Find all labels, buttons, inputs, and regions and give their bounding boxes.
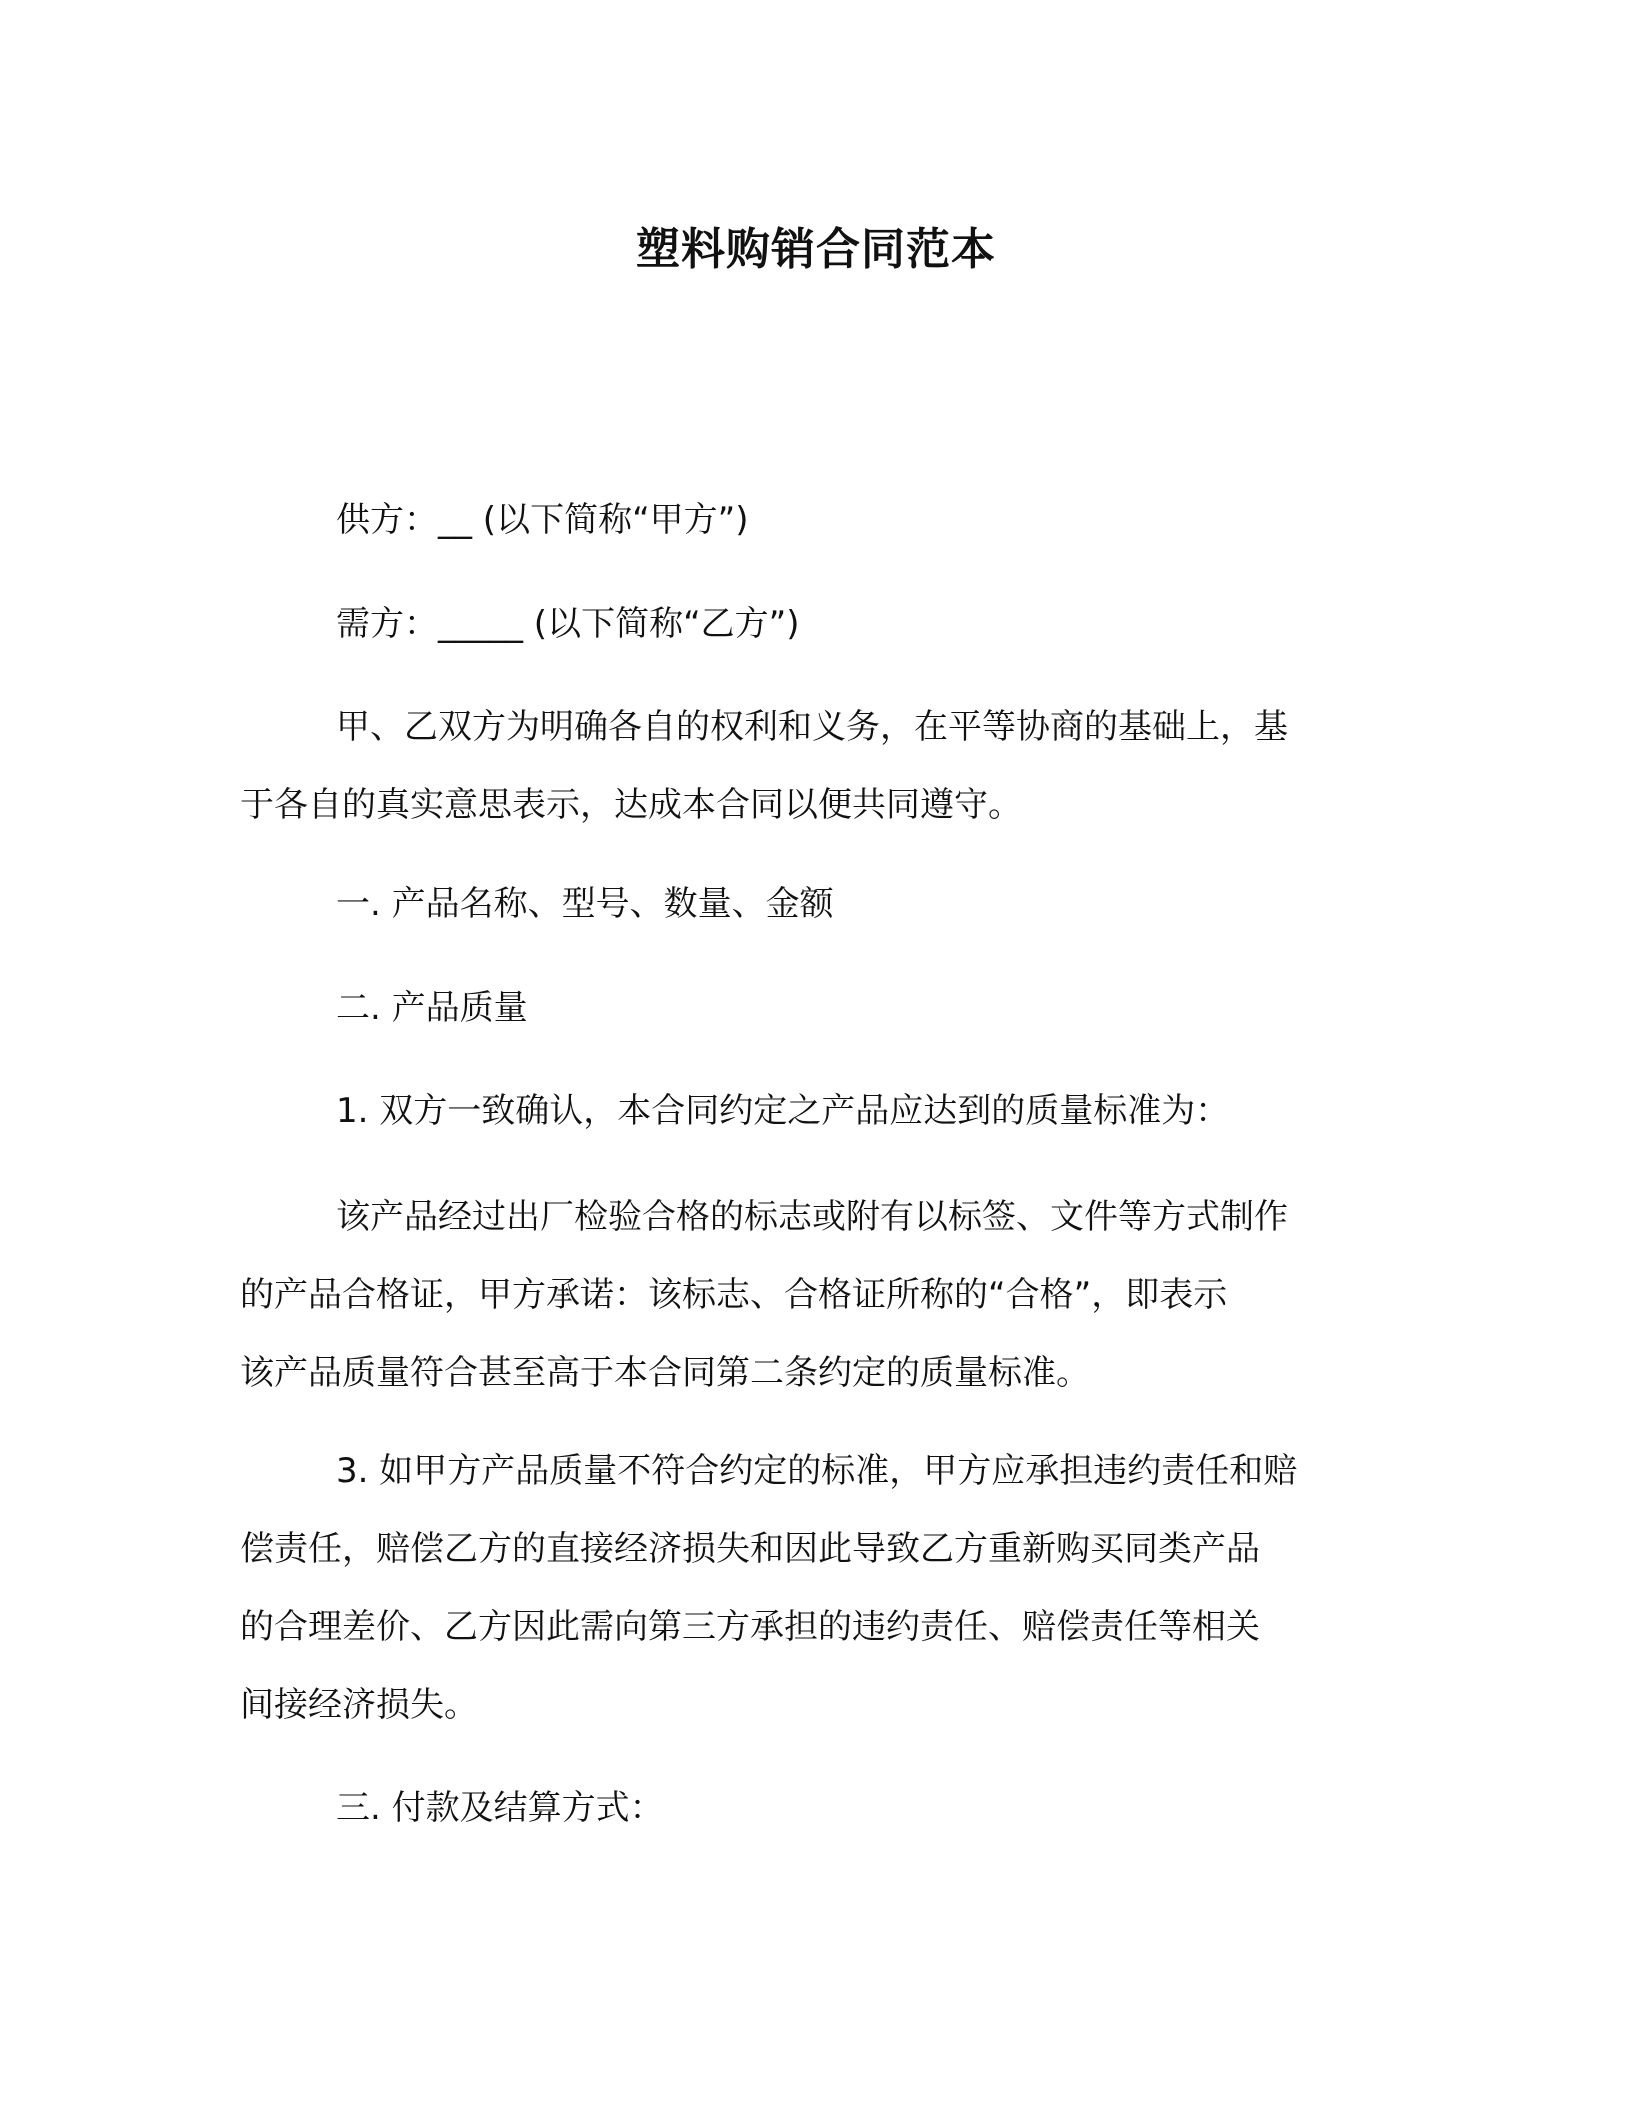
section-3-heading: 三. 付款及结算方式： [336,1788,664,1828]
quality-line-1: 该产品经过出厂检验合格的标志或附有以标签、文件等方式制作 [336,1197,1288,1237]
preamble-paragraph [240,688,1380,844]
supplier-line: 供方：__ (以下简称“甲方”) [336,500,749,540]
clause-3-line-3: 的合理差价、乙方因此需向第三方承担的违约责任、赔偿责任等相关 [240,1607,1260,1647]
quality-paragraph [240,1178,1380,1412]
clause-1: 1. 双方一致确认，本合同约定之产品应达到的质量标准为： [336,1091,1230,1131]
section-2-heading: 二. 产品质量 [336,988,528,1028]
quality-line-2: 的产品合格证，甲方承诺：该标志、合格证所称的“合格”，即表示 [240,1275,1228,1315]
quality-line-3: 该产品质量符合甚至高于本合同第二条约定的质量标准。 [240,1353,1090,1393]
document-title: 塑料购销合同范本 [636,224,996,275]
clause-3-line-1: 3. 如甲方产品质量不符合约定的标准，甲方应承担违约责任和赔 [336,1451,1298,1491]
clause-3-line-2: 偿责任，赔偿乙方的直接经济损失和因此导致乙方重新购买同类产品 [240,1529,1260,1569]
clause-3-line-4: 间接经济损失。 [240,1685,478,1725]
clause-3-paragraph [240,1432,1380,1744]
preamble-line-1: 甲、乙双方为明确各自的权利和义务，在平等协商的基础上，基 [336,707,1288,747]
preamble-line-2: 于各自的真实意思表示，达成本合同以便共同遵守。 [240,785,1022,825]
section-1-heading: 一. 产品名称、型号、数量、金额 [336,884,834,924]
buyer-line: 需方：_____ (以下简称“乙方”) [336,604,800,644]
